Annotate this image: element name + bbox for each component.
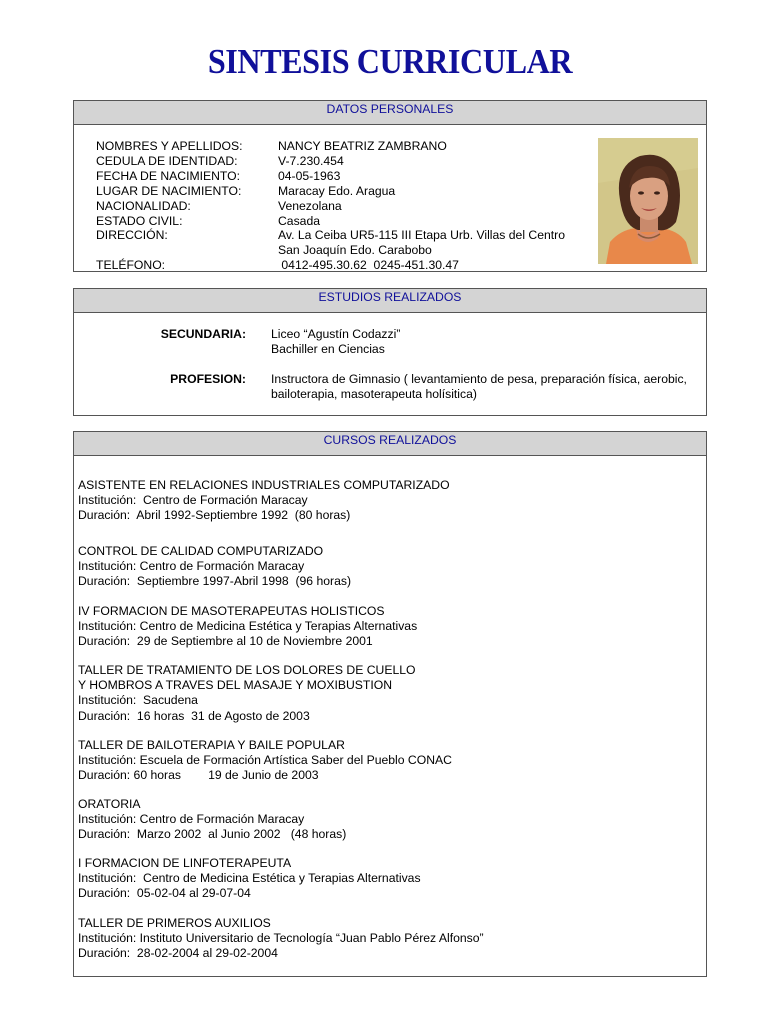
label-lugar: LUGAR DE NACIMIENTO: [96, 183, 242, 198]
secundaria-school: Liceo “Agustín Codazzi” [271, 327, 401, 341]
course-duration: Duración: Marzo 2002 al Junio 2002 (48 horas) [78, 827, 347, 842]
course-title: TALLER DE BAILOTERAPIA Y BAILE POPULAR [78, 738, 345, 752]
label-nacionalidad: NACIONALIDAD: [96, 198, 191, 213]
personal-labels [96, 139, 243, 273]
course-duration: Duración: 29 de Septiembre al 10 de Noviembre 2001 [78, 634, 373, 649]
personal-data-header: DATOS PERSONALES [74, 101, 706, 125]
course-title-cont: Y HOMBROS A TRAVES DEL MASAJE Y MOXIBUSTION [78, 678, 393, 693]
course-item [78, 604, 417, 650]
value-cedula: V-7.230.454 [278, 153, 344, 168]
profesion-line-1: Instructora de Gimnasio ( levantamiento de pesa, preparación física, aerobic, [271, 372, 687, 386]
label-estado-civil: ESTADO CIVIL: [96, 213, 183, 228]
course-title: ORATORIA [78, 797, 141, 811]
label-direccion: DIRECCIÓN: [96, 228, 168, 243]
course-duration: Duración: 28-02-2004 al 29-02-2004 [78, 946, 278, 961]
profesion-value [271, 372, 687, 402]
course-duration: Duración: 16 horas 31 de Agosto de 2003 [78, 708, 310, 723]
course-item [78, 738, 452, 784]
secundaria-value [271, 327, 400, 357]
value-estado-civil: Casada [278, 213, 321, 228]
course-item [78, 856, 421, 902]
label-fecha: FECHA DE NACIMIENTO: [96, 168, 241, 183]
course-item [78, 916, 484, 962]
course-item [78, 478, 450, 524]
portrait-image [598, 138, 698, 264]
personal-data-section [73, 100, 707, 272]
label-telefono: TELÉFONO: [96, 258, 166, 273]
courses-header: CURSOS REALIZADOS [74, 432, 706, 456]
course-institution: Institución: Centro de Medicina Estética y Terapias Alternativas [78, 871, 421, 886]
value-direccion-2: San Joaquín Edo. Carabobo [278, 243, 432, 258]
value-nombres: NANCY BEATRIZ ZAMBRANO [278, 139, 447, 153]
secundaria-label: SECUNDARIA: [160, 327, 246, 341]
profesion-label: PROFESION: [170, 372, 246, 386]
studies-header: ESTUDIOS REALIZADOS [74, 289, 706, 313]
label-blank [96, 243, 243, 258]
course-institution: Institución: Escuela de Formación Artística Saber del Pueblo CONAC [78, 753, 452, 768]
value-direccion: Av. La Ceiba UR5-115 III Etapa Urb. Villas del Centro [278, 228, 566, 243]
course-item [78, 544, 351, 590]
courses-section [73, 431, 707, 977]
course-title: TALLER DE TRATAMIENTO DE LOS DOLORES DE CUELLO [78, 663, 416, 677]
course-institution: Institución: Centro de Formación Maracay [78, 493, 308, 508]
course-title: IV FORMACION DE MASOTERAPEUTAS HOLISTICOS [78, 604, 385, 618]
course-duration: Duración: 60 horas 19 de Junio de 2003 [78, 768, 319, 783]
value-nacionalidad: Venezolana [278, 198, 342, 213]
value-lugar: Maracay Edo. Aragua [278, 183, 396, 198]
course-institution: Institución: Instituto Universitario de Tecnología “Juan Pablo Pérez Alfonso” [78, 931, 484, 946]
course-duration: Duración: Abril 1992-Septiembre 1992 (80 horas) [78, 508, 351, 523]
course-institution: Institución: Sacudena [78, 693, 198, 708]
course-title: TALLER DE PRIMEROS AUXILIOS [78, 916, 271, 930]
course-institution: Institución: Centro de Medicina Estética y Terapias Alternativas [78, 619, 418, 634]
value-fecha: 04-05-1963 [278, 168, 341, 183]
label-cedula: CEDULA DE IDENTIDAD: [96, 153, 238, 168]
course-title: I FORMACION DE LINFOTERAPEUTA [78, 856, 292, 870]
course-title: CONTROL DE CALIDAD COMPUTARIZADO [78, 544, 324, 558]
secundaria-degree: Bachiller en Ciencias [271, 341, 385, 356]
course-institution: Institución: Centro de Formación Maracay [78, 812, 305, 827]
profesion-line-2: bailoterapia, masoterapeuta holísitica) [271, 386, 477, 401]
course-duration: Duración: Septiembre 1997-Abril 1998 (96 horas) [78, 574, 352, 589]
course-institution: Institución: Centro de Formación Maracay [78, 559, 305, 574]
course-duration: Duración: 05-02-04 al 29-07-04 [78, 886, 251, 901]
course-title: ASISTENTE EN RELACIONES INDUSTRIALES COMPUTARIZADO [78, 478, 450, 492]
personal-values [278, 139, 565, 273]
course-item [78, 663, 416, 724]
label-nombres: NOMBRES Y APELLIDOS: [96, 139, 243, 153]
value-telefono: 0412-495.30.62 0245-451.30.47 [278, 258, 459, 273]
profile-photo [598, 138, 698, 264]
document-title: SINTESIS CURRICULAR [207, 42, 573, 81]
course-item [78, 797, 346, 843]
studies-section [73, 288, 707, 416]
